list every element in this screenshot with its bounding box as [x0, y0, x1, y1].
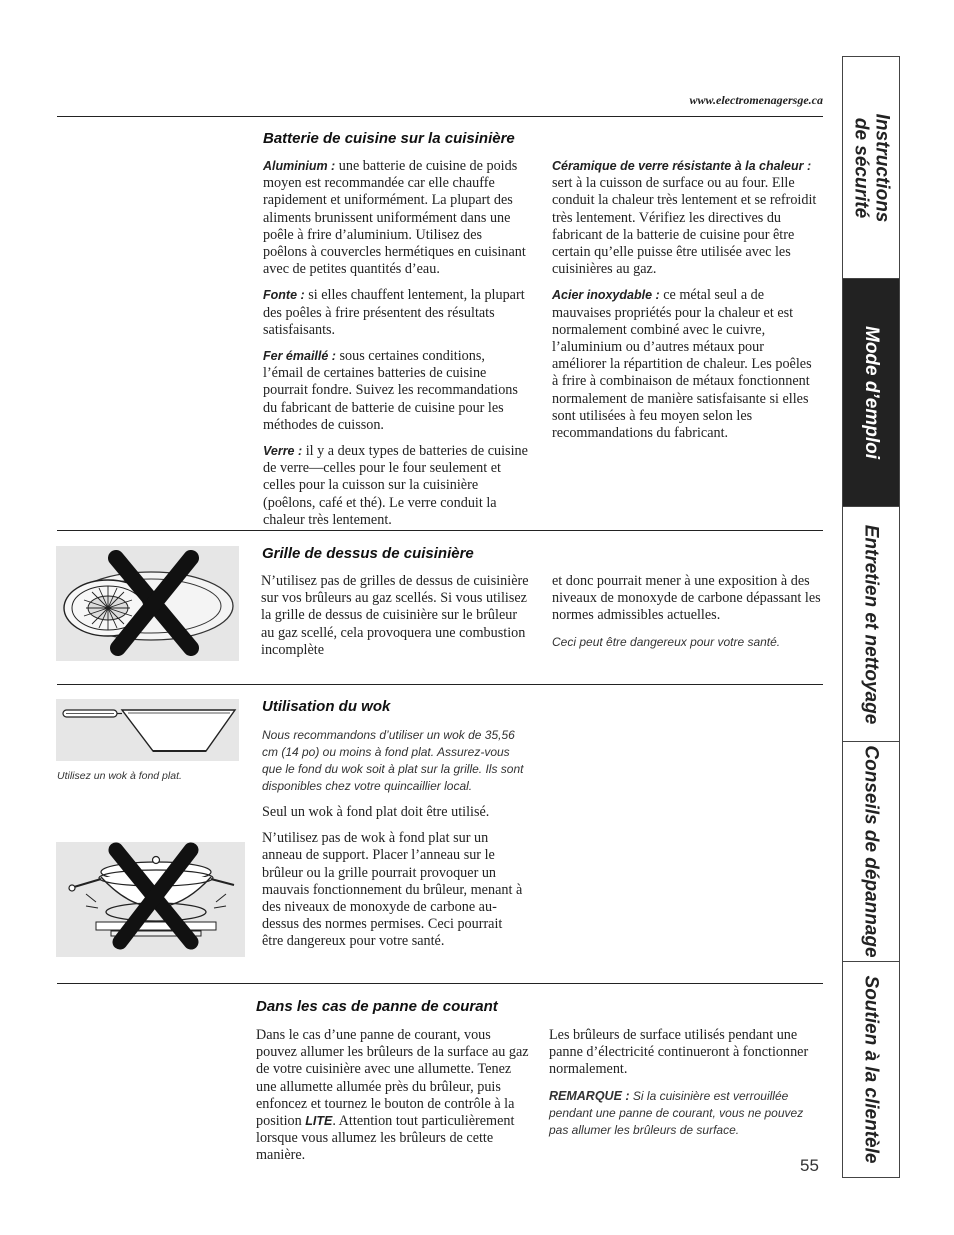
flat-bottom-wok-icon	[56, 699, 239, 761]
page-number: 55	[800, 1156, 819, 1175]
grill-crossed-icon	[56, 546, 239, 661]
ceramique-paragraph	[552, 158, 820, 278]
fonte-label: Fonte :	[263, 288, 305, 303]
note-label: REMARQUE :	[549, 1088, 630, 1103]
power-text-right: Les brûleurs de surface utilisés pendant une panne d’électricité continueront à fonctionner normalement.	[549, 1027, 809, 1078]
wok-caption: Utilisez un wok à fond plat.	[57, 770, 182, 782]
section-rule-power	[57, 983, 823, 984]
ceramique-text: sert à la cuisson de surface ou au four. Elle conduit la chaleur très lentement et se refroidit très lentement. Vérifiez les directives du fabricant de la batterie de cuisine pour être certain qu’elle puisse être utilisée avec les cuisinières au gaz.	[552, 175, 817, 278]
fer-paragraph	[263, 348, 528, 434]
aluminium-label: Aluminium :	[263, 159, 336, 173]
section-rule-top	[57, 116, 823, 117]
tab-operating-label: Mode d’emploi	[860, 326, 882, 459]
power-text-left	[256, 1027, 531, 1165]
wok-ring-crossed-icon	[56, 842, 245, 957]
note-text: Si la cuisinière est verrouillée pendant une panne de courant, vous ne pouvez pas allumer les brûleurs de surface.	[549, 1088, 804, 1137]
grille-text-left: N’utilisez pas de grilles de dessus de cuisinière sur vos brûleurs au gaz scellés. Si vous utilisez la grille de dessus de cuisinière sur le brûleur au gaz scellé, cela provoquera une combustion incomplète	[261, 573, 529, 658]
fonte-paragraph	[263, 287, 528, 339]
grille-text-right: et donc pourrait mener à une exposition à des niveaux de monoxyde de carbone dépassant les normes admissibles actuelles.	[552, 573, 821, 624]
verre-label: Verre :	[263, 444, 303, 459]
fonte-text: si elles chauffent lentement, la plupart des poêles à frire présentent des résultats satisfaisants.	[263, 287, 525, 338]
aluminium-paragraph	[263, 158, 528, 278]
tab-support-label: Soutien à la clientèle	[860, 975, 882, 1163]
tab-operating-instructions[interactable]	[843, 279, 899, 507]
fer-label: Fer émaillé :	[263, 349, 336, 364]
aluminium-text: une batterie de cuisine de poids moyen est recommandée car elle chauffe rapidement et uniformément. La plupart des aliments brunissent uniformément dans une poêle à frire d’aluminium. Utilisez des poêlons à couvercles hermétiques en cuisinant avec de petites quantités d’eau.	[263, 158, 526, 278]
wok-text-block	[262, 727, 527, 960]
acier-label: Acier inoxydable :	[552, 288, 660, 303]
wok-ring-illustration	[56, 842, 245, 957]
section-rule-wok	[57, 684, 823, 685]
acier-text: ce métal seul a de mauvaises propriétés pour la chaleur et est normalement combiné avec le cuivre, l’aluminium ou d’autres métaux pour améliorer la répartition de chaleur. Les poêles à frire à combinaison de métaux fonctionnent normalement de manière satisfaisante si elles sont utilisées à feu moyen selon les recommandations du fabricant.	[552, 287, 812, 442]
acier-paragraph	[552, 287, 820, 442]
grille-col-left	[261, 573, 533, 668]
cookware-col-left	[263, 158, 528, 538]
tab-consumer-support[interactable]	[843, 962, 899, 1176]
tab-care-cleaning[interactable]	[843, 507, 899, 742]
tab-safety-instructions[interactable]	[843, 57, 899, 279]
tab-care-label: Entretien et nettoyage	[860, 524, 882, 724]
power-col-right	[549, 1027, 824, 1139]
power-left-after: . Attention tout particulièrement lorsque vous allumez les brûleurs de cette manière.	[256, 1113, 515, 1164]
power-left-before: Dans le cas d’une panne de courant, vous pouvez allumer les brûleurs de la surface au gaz de votre cuisinière avec une allumette. Tenez une allumette allumée près du brûleur, puis enfoncez et tournez le bouton de contrôle à la position	[256, 1027, 529, 1130]
cookware-col-right	[552, 158, 820, 451]
flat-wok-illustration	[56, 699, 239, 761]
power-col-left	[256, 1027, 531, 1174]
wok-intro: Nous recommandons d’utiliser un wok de 35,56 cm (14 po) ou moins à fond plat. Assurez-vous que le fond du wok soit à plat sur la grille. Ils sont disponibles chez votre quincaillier local.	[262, 728, 524, 793]
tab-troubleshooting-label: Conseils de dépannage	[860, 745, 882, 958]
power-title: Dans les cas de panne de courant	[256, 998, 498, 1015]
grille-col-right	[552, 573, 824, 651]
wok-body	[262, 804, 527, 951]
tab-safety-label: Instructions de sécurité	[850, 113, 893, 222]
power-note	[549, 1088, 824, 1139]
wok-p2: N’utilisez pas de wok à fond plat sur un anneau de support. Placer l’anneau sur le brûleur ou la grille pourrait provoquer un mauvais fonctionnement du brûleur, menant à des niveaux de monoxyde de carbone au-dessus des normes permises. Ceci pourrait être dangereux pour votre santé.	[262, 830, 523, 950]
verre-paragraph	[263, 443, 528, 529]
verre-text: il y a deux types de batteries de cuisine de verre—celles pour le four seulement et celles pour la cuisson sur la cuisinière (poêlons, café et thé). Le verre conduit la chaleur très lentement.	[263, 443, 528, 528]
website-url: www.electromenagersge.ca	[689, 93, 823, 107]
wok-p1: Seul un wok à fond plat doit être utilisé.	[262, 804, 490, 820]
stovetop-grill-illustration	[56, 546, 239, 661]
cookware-title: Batterie de cuisine sur la cuisinière	[263, 130, 515, 147]
tab-troubleshooting[interactable]	[843, 742, 899, 962]
lite-label: LITE	[305, 1114, 333, 1129]
grille-warning: Ceci peut être dangereux pour votre santé.	[552, 634, 781, 649]
section-sidebar	[842, 56, 900, 1178]
fer-text: sous certaines conditions, l’émail de certaines batteries de cuisine pourrait fondre. Suivez les recommandations du fabricant de batterie de cuisine pour les méthodes de cuisson.	[263, 348, 518, 433]
ceramique-label: Céramique de verre résistante à la chaleur :	[552, 159, 812, 173]
grille-title: Grille de dessus de cuisinière	[262, 545, 474, 562]
wok-title: Utilisation du wok	[262, 698, 391, 715]
